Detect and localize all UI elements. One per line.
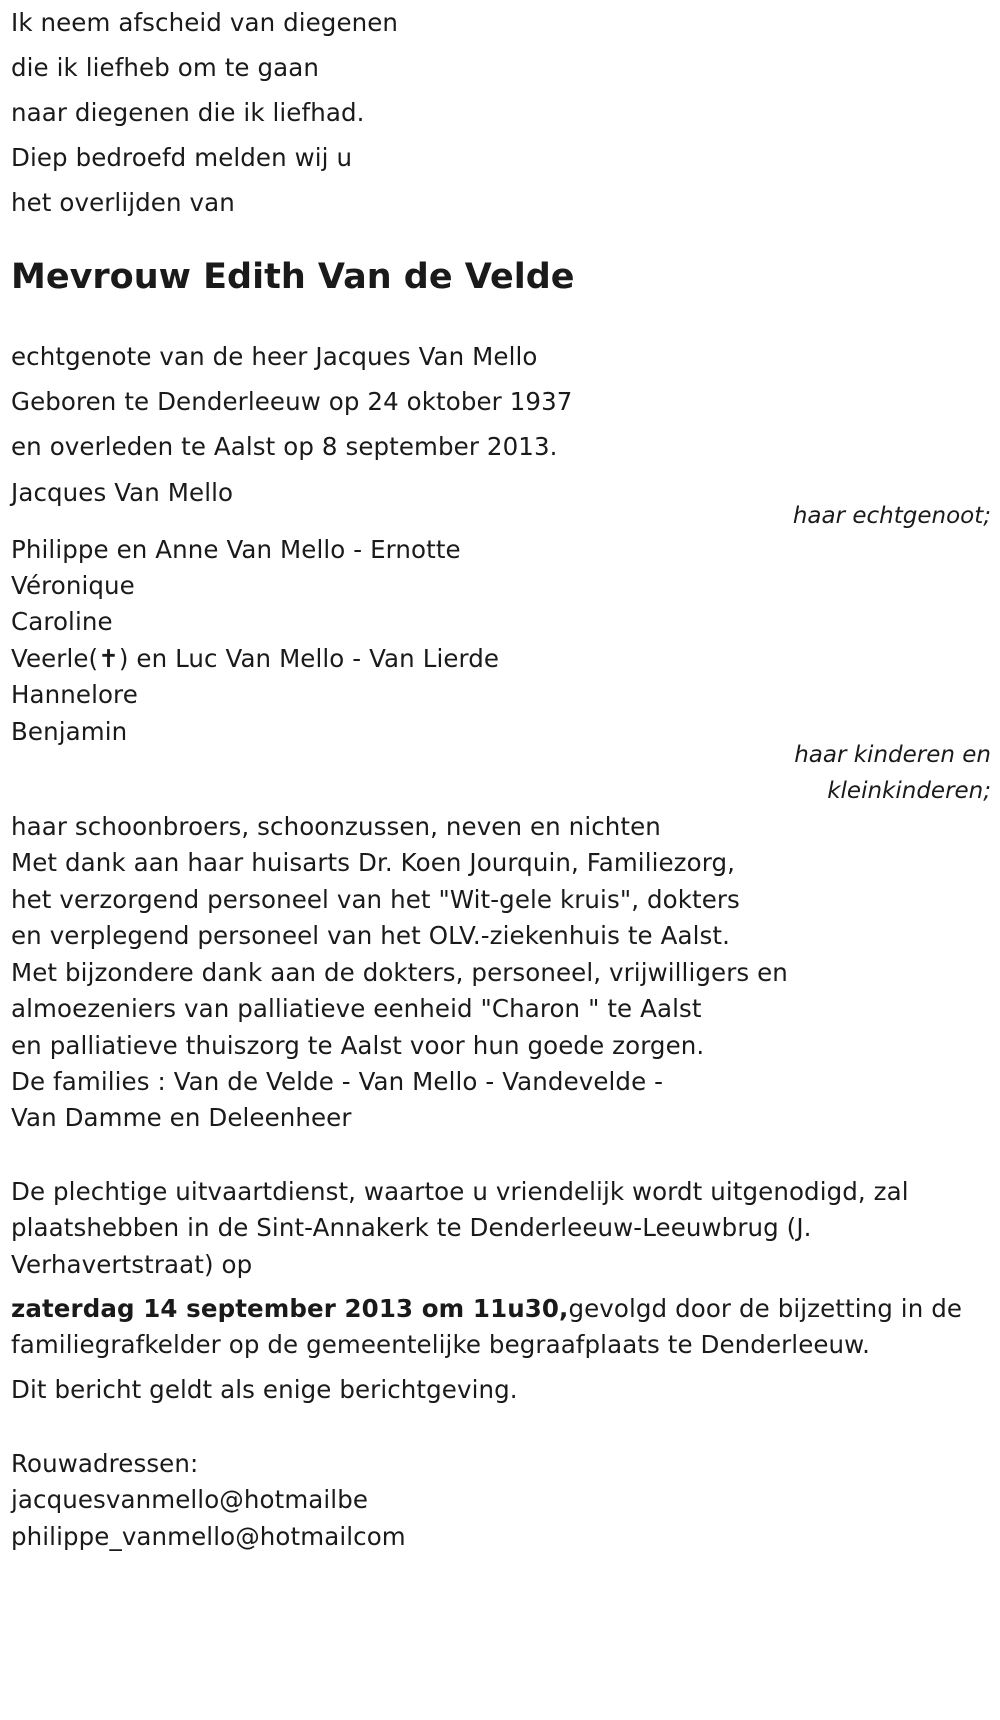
detail-line: Geboren te Denderleeuw op 24 oktober 1937 xyxy=(11,387,573,416)
child-line: Caroline xyxy=(11,607,113,636)
address-email: jacquesvanmello@hotmailbe xyxy=(11,1485,369,1514)
thanks-line: en palliatieve thuiszorg te Aalst voor hun goede zorgen. xyxy=(11,1031,705,1060)
service-line xyxy=(11,1294,962,1323)
notice-line: Dit bericht geldt als enige berichtgeving. xyxy=(11,1375,518,1404)
intro-line: het overlijden van xyxy=(11,188,235,217)
thanks-line: en verplegend personeel van het OLV.-ziekenhuis te Aalst. xyxy=(11,921,730,950)
child-line: Philippe en Anne Van Mello - Ernotte xyxy=(11,535,461,564)
detail-line: en overleden te Aalst op 8 september 2013. xyxy=(11,432,558,461)
thanks-line: Van Damme en Deleenheer xyxy=(11,1103,352,1132)
address-email: philippe_vanmello@hotmailcom xyxy=(11,1522,406,1551)
ceremony-line: plaatshebben in de Sint-Annakerk te Denderleeuw-Leeuwbrug (J. xyxy=(11,1213,812,1242)
thanks-line: almoezeniers van palliatieve eenheid "Charon " te Aalst xyxy=(11,994,702,1023)
deceased-name: Mevrouw Edith Van de Velde xyxy=(11,257,575,297)
intro-line: die ik liefheb om te gaan xyxy=(11,53,319,82)
ceremony-line: De plechtige uitvaartdienst, waartoe u vriendelijk wordt uitgenodigd, zal xyxy=(11,1177,909,1206)
spouse-name: Jacques Van Mello xyxy=(11,478,234,507)
thanks-line: Met bijzondere dank aan de dokters, personeel, vrijwilligers en xyxy=(11,958,788,987)
thanks-line: het verzorgend personeel van het "Wit-gele kruis", dokters xyxy=(11,885,740,914)
addresses-label: Rouwadressen: xyxy=(11,1449,199,1478)
child-line: Benjamin xyxy=(11,717,128,746)
children-role: haar kinderen en xyxy=(794,742,991,768)
service-line-2: familiegrafkelder op de gemeentelijke begraafplaats te Denderleeuw. xyxy=(11,1330,870,1359)
detail-line: echtgenote van de heer Jacques Van Mello xyxy=(11,342,538,371)
children-role: kleinkinderen; xyxy=(827,778,991,804)
thanks-line: haar schoonbroers, schoonzussen, neven en nichten xyxy=(11,812,661,841)
intro-line: naar diegenen die ik liefhad. xyxy=(11,98,365,127)
thanks-line: De families : Van de Velde - Van Mello - Vandevelde - xyxy=(11,1067,664,1096)
intro-line: Diep bedroefd melden wij u xyxy=(11,143,353,172)
service-date: zaterdag 14 september 2013 om 11u30, xyxy=(11,1294,569,1323)
child-line: Hannelore xyxy=(11,680,138,709)
thanks-line: Met dank aan haar huisarts Dr. Koen Jourquin, Familiezorg, xyxy=(11,848,736,877)
spouse-role: haar echtgenoot; xyxy=(792,503,991,529)
child-line: Veerle(✝) en Luc Van Mello - Van Lierde xyxy=(11,644,500,673)
intro-line: Ik neem afscheid van diegenen xyxy=(11,8,399,37)
ceremony-line: Verhavertstraat) op xyxy=(11,1250,253,1279)
service-after: gevolgd door de bijzetting in de xyxy=(568,1294,963,1323)
child-line: Véronique xyxy=(11,571,135,600)
